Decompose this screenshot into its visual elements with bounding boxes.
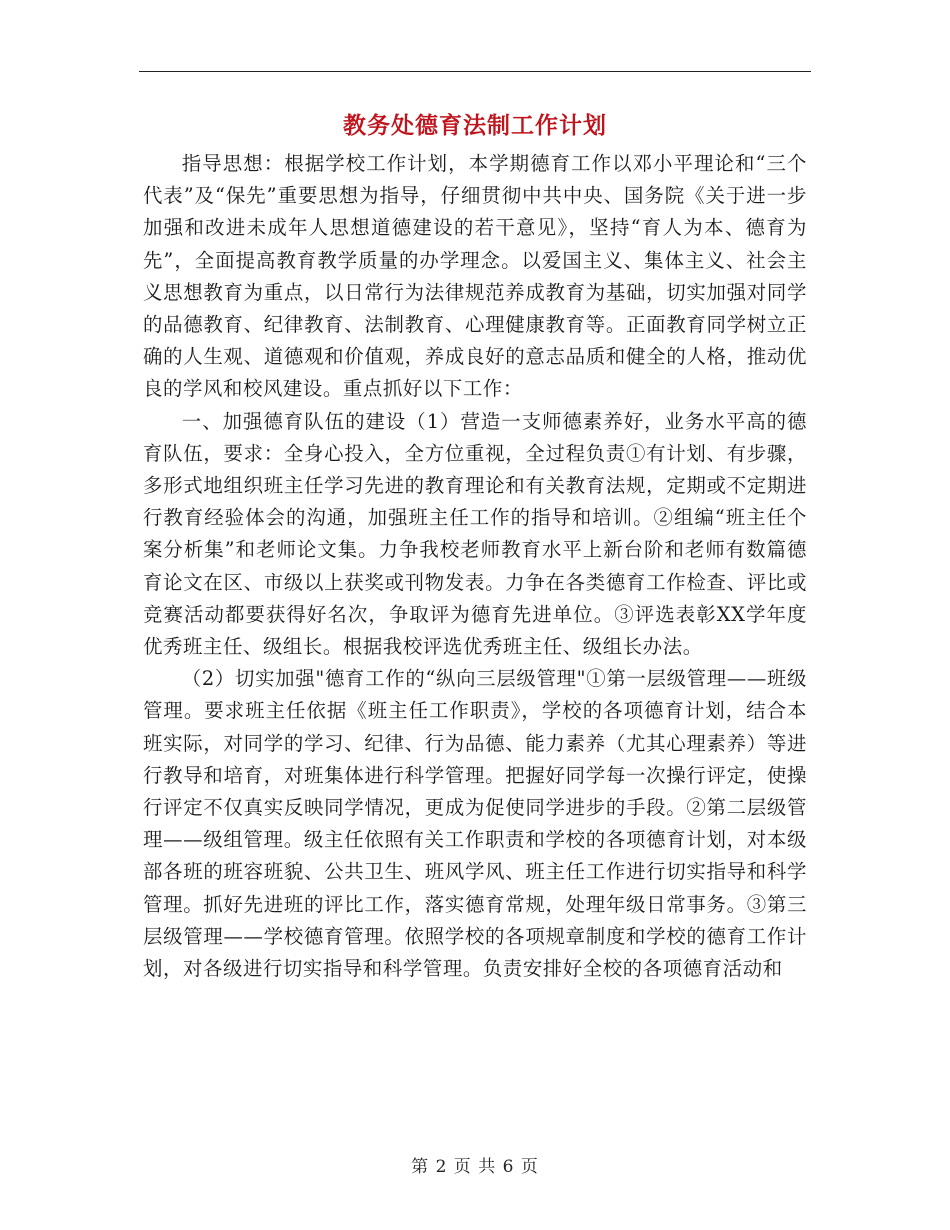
header-rule: [139, 71, 811, 72]
paragraph-team-building: 一、加强德育队伍的建设（1）营造一支师德素养好，业务水平高的德育队伍，要求：全身心投入，全方位重视，全过程负责①有计划、有步骤，多形式地组织班主任学习先进的教育理论和有关教育法规，定期或不定期进行教育经验体会的沟通，加强班主任工作的指导和培训。②组编“班主任个案分析集”和老师论文集。力争我校老师教育水平上新台阶和老师有数篇德育论文在区、市级以上获奖或刊物发表。力争在各类德育工作检查、评比或竞赛活动都要获得好名次，争取评为德育先进单位。③评选表彰XX学年度优秀班主任、级组长。根据我校评选优秀班主任、级组长办法。: [143, 409, 807, 659]
page-number: 第 2 页 共 6 页: [411, 1157, 539, 1177]
document-title: 教务处德育法制工作计划: [343, 112, 607, 139]
document-body: [143, 148, 807, 985]
paragraph-guiding-ideology: 指导思想：根据学校工作计划，本学期德育工作以邓小平理论和“三个代表”及“保先”重要思想为指导，仔细贯彻中共中央、国务院《关于进一步加强和改进未成年人思想道德建设的若干意见》，坚持“育人为本、德育为先”，全面提高教育教学质量的办学理念。以爱国主义、集体主义、社会主义思想教育为重点，以日常行为法律规范养成教育为基础，切实加强对同学的品德教育、纪律教育、法制教育、心理健康教育等。正面教育同学树立正确的人生观、道德观和价值观，养成良好的意志品质和健全的人格，推动优良的学风和校风建设。重点抓好以下工作：: [143, 152, 807, 401]
paragraph-three-level-management: （2）切实加强"德育工作的“纵向三层级管理"①第一层级管理——班级管理。要求班主任依据《班主任工作职责》，学校的各项德育计划，结合本班实际，对同学的学习、纪律、行为品德、能力素养（尤其心理素养）等进行教导和培育，对班集体进行科学管理。把握好同学每一次操行评定，使操行评定不仅真实反映同学情况，更成为促使同学进步的手段。②第二层级管理——级组管理。级主任依照有关工作职责和学校的各项德育计划，对本级部各班的班容班貌、公共卫生、班风学风、班主任工作进行切实指导和科学管理。抓好先进班的评比工作，落实德育常规，处理年级日常事务。③第三层级管理——学校德育管理。依照学校的各项规章制度和学校的德育工作计划，对各级进行切实指导和科学管理。负责安排好全校的各项德育活动和: [143, 667, 807, 981]
